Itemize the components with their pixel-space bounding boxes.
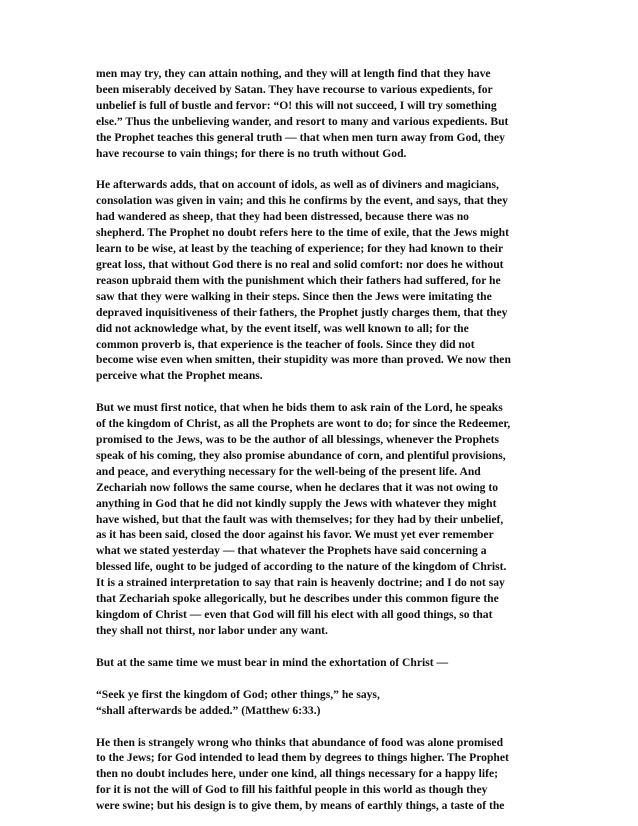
text-line: men may try, they can attain nothing, and they will at length find that they have — [96, 67, 491, 80]
text-line: did not acknowledge what, by the event itself, was well known to all; for the — [96, 321, 469, 335]
text-line: were swine; but his design is to give them, by means of earthly things, a taste of the — [96, 799, 505, 813]
text-line: they shall not thirst, nor labor under any want. — [96, 623, 328, 637]
text-line: “shall afterwards be added.” (Matthew 6:33.) — [96, 703, 321, 717]
paragraph — [96, 66, 578, 161]
text-line: anything in God that he did not kindly supply the Jews with whatever they might — [96, 496, 497, 510]
text-line: He afterwards adds, that on account of idols, as well as of diviners and magicians, — [96, 178, 499, 192]
text-line: unbelief is full of bustle and fervor: “O! this will not succeed, I will try something — [96, 98, 497, 112]
text-line: learn to be wise, at least by the teaching of experience; for they had known to their — [96, 242, 504, 256]
text-line: blessed life, ought to be judged of according to the nature of the kingdom of Christ. — [96, 560, 507, 574]
text-line: of the kingdom of Christ, as all the Prophets are wont to do; for since the Redeemer, — [96, 417, 511, 431]
text-line: Zechariah now follows the same course, when he declares that it was not owing to — [96, 480, 499, 494]
text-line: and peace, and everything necessary for the well-being of the present life. And — [96, 464, 481, 478]
text-line: “Seek ye first the kingdom of God; other things,” he says, — [96, 687, 380, 701]
text-line: perceive what the Prophet means. — [96, 369, 263, 383]
text-line: shepherd. The Prophet no doubt refers here to the time of exile, that the Jews might — [96, 226, 509, 240]
text-line: consolation was given in vain; and this he confirms by the event, and says, that they — [96, 194, 508, 208]
text-line: have wished, but that the fault was with themselves; for they had by their unbelief, — [96, 512, 504, 526]
text-line: the Prophet teaches this general truth — that when men turn away from God, they — [96, 130, 505, 144]
text-line: speak of his coming, they also promise abundance of corn, and plentiful provisions, — [96, 448, 506, 462]
text-line: become wise even when smitten, their stupidity was more than proved. We now then — [96, 353, 511, 367]
text-line: as it has been said, closed the door against his favor. We must yet ever remember — [96, 528, 494, 542]
paragraph — [96, 687, 578, 719]
paragraph — [96, 177, 578, 384]
text-line: have recourse to vain things; for there is no truth without God. — [96, 146, 407, 160]
text-line: common proverb is, that experience is the teacher of fools. Since they did not — [96, 337, 475, 351]
text-line: reason upbraid them with the punishment which their fathers had suffered, for he — [96, 273, 501, 287]
text-line: had wandered as sheep, that they had been distressed, because there was no — [96, 210, 469, 224]
text-line: to the Jews; for God intended to lead them by degrees to things higher. The Prophet — [96, 751, 509, 765]
text-line: for it is not the will of God to fill his faithful people in this world as though they — [96, 783, 488, 797]
text-line: promised to the Jews, was to be the author of all blessings, whenever the Prophets — [96, 433, 499, 447]
text-line: depraved inquisitiveness of their fathers, the Prophet justly charges them, that they — [96, 305, 508, 319]
text-line: that Zechariah spoke allegorically, but he describes under this common figure the — [96, 592, 499, 606]
text-line: then no doubt includes here, under one kind, all things necessary for a happy life; — [96, 767, 498, 781]
text-line: great loss, that without God there is no real and solid comfort: nor does he without — [96, 257, 504, 271]
paragraph — [96, 655, 578, 671]
paragraph — [96, 735, 578, 815]
text-line: been miserably deceived by Satan. They have recourse to various expedients, for — [96, 82, 493, 96]
text-line: kingdom of Christ — even that God will fill his elect with all good things, so that — [96, 608, 493, 621]
text-line: But we must first notice, that when he bids them to ask rain of the Lord, he speaks — [96, 401, 503, 415]
text-line: saw that they were walking in their steps. Since then the Jews were imitating the — [96, 289, 492, 303]
text-line: He then is strangely wrong who thinks that abundance of food was alone promised — [96, 735, 504, 749]
text-line: But at the same time we must bear in mind the exhortation of Christ — — [96, 655, 449, 669]
text-line: else.” Thus the unbelieving wander, and resort to many and various expedients. But — [96, 114, 509, 128]
document-body — [96, 66, 578, 814]
text-line: It is a strained interpretation to say that rain is heavenly doctrine; and I do not say — [96, 576, 505, 590]
text-line: what we stated yesterday — that whatever the Prophets have said concerning a — [96, 544, 487, 558]
paragraph — [96, 400, 578, 639]
